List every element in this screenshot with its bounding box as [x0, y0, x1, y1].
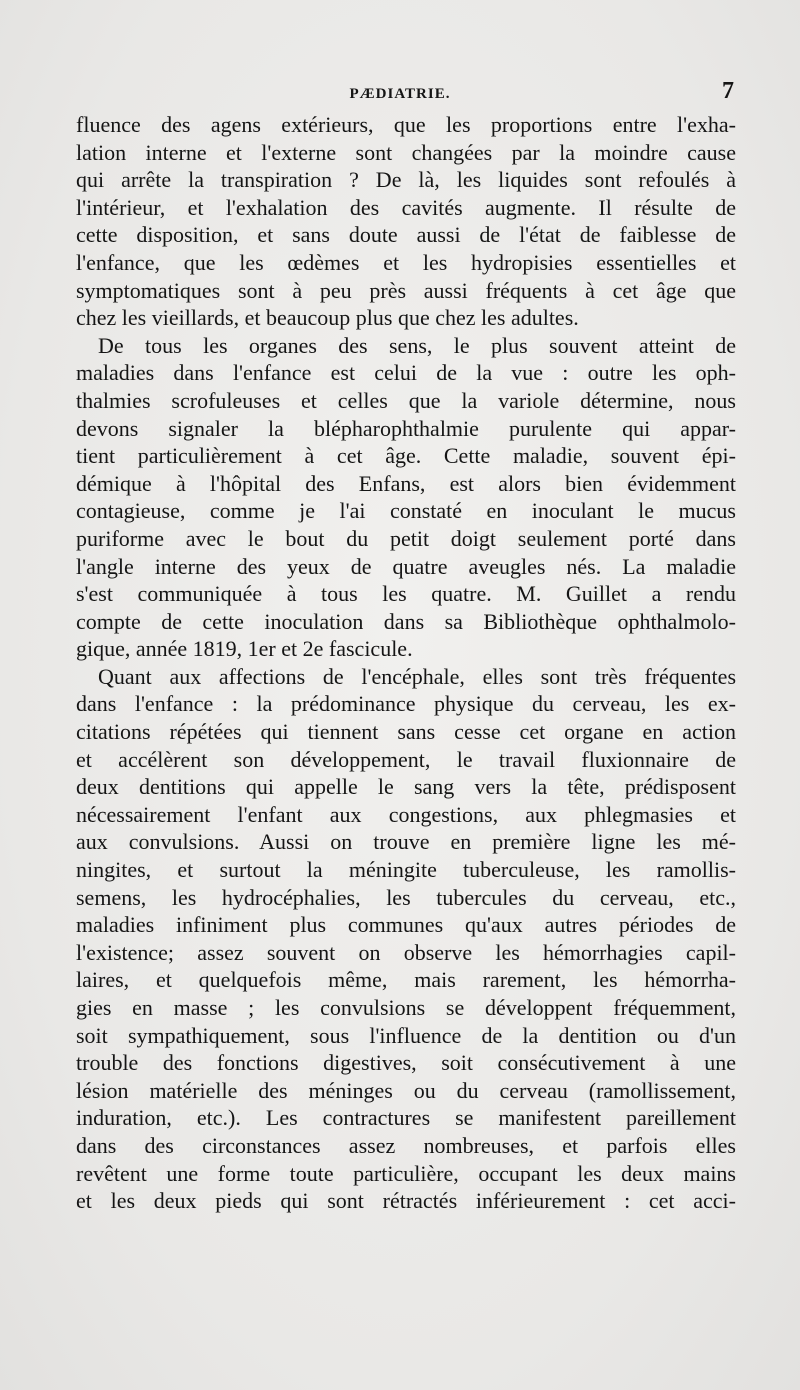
text-line: nécessairement l'enfant aux congestions, aux phlegmasies et: [76, 801, 736, 827]
text-line: revêtent une forme toute particulière, occupant les deux mains: [76, 1160, 736, 1186]
text-line: trouble des fonctions digestives, soit consécutivement à une: [76, 1050, 736, 1076]
body-text: [76, 111, 736, 1215]
text-line: ningites, et surtout la méningite tuberculeuse, les ramollis-: [76, 857, 736, 883]
text-line: gies en masse ; les convulsions se développent fréquemment,: [76, 995, 736, 1020]
text-line: qui arrête la transpiration ? De là, les liquides sont refoulés à: [76, 167, 736, 193]
paragraph: [76, 111, 736, 332]
text-line: démique à l'hôpital des Enfans, est alors bien évidemment: [76, 470, 736, 496]
text-line: puriforme avec le bout du petit doigt seulement porté dans: [76, 525, 736, 551]
text-line: et les deux pieds qui sont rétractés inférieurement : cet acci-: [76, 1188, 736, 1214]
text-line: cette disposition, et sans doute aussi de l'état de faiblesse de: [76, 222, 736, 248]
text-line: soit sympathiquement, sous l'influence de la dentition ou d'un: [76, 1022, 736, 1048]
text-line: fluence des agens extérieurs, que les proportions entre l'exha-: [76, 112, 736, 137]
text-line: maladies dans l'enfance est celui de la vue : outre les oph-: [76, 360, 736, 386]
text-line: lésion matérielle des méninges ou du cerveau (ramollissement,: [76, 1077, 736, 1103]
text-line: aux convulsions. Aussi on trouve en première ligne les mé-: [76, 829, 736, 855]
text-line: l'intérieur, et l'exhalation des cavités augmente. Il résulte de: [76, 194, 736, 220]
paragraph: [76, 332, 736, 663]
text-line: chez les vieillards, et beaucoup plus que chez les adultes.: [76, 305, 579, 331]
text-line: l'enfance, que les œdèmes et les hydropisies essentielles et: [76, 249, 736, 275]
text-line: s'est communiquée à tous les quatre. M. Guillet a rendu: [76, 581, 736, 607]
text-line: citations répétées qui tiennent sans cesse cet organe en action: [76, 719, 736, 745]
text-line: lation interne et l'externe sont changées par la moindre cause: [76, 139, 736, 165]
page-number: 7: [722, 78, 734, 104]
text-line: maladies infiniment plus communes qu'aux autres périodes de: [76, 912, 736, 938]
text-line: induration, etc.). Les contractures se manifestent pareillement: [76, 1105, 736, 1131]
paragraph: [76, 663, 736, 1215]
text-line: l'existence; assez souvent on observe les hémorrhagies capil-: [76, 939, 736, 965]
text-line: De tous les organes des sens, le plus souvent atteint de: [98, 332, 736, 358]
text-line: devons signaler la blépharophthalmie purulente qui appar-: [76, 415, 736, 441]
text-line: gique, année 1819, 1er et 2e fascicule.: [76, 636, 413, 662]
text-line: dans des circonstances assez nombreuses, et parfois elles: [76, 1132, 736, 1158]
text-line: semens, les hydrocéphalies, les tubercules du cerveau, etc.,: [76, 884, 736, 910]
text-line: compte de cette inoculation dans sa Bibliothèque ophthalmolo-: [76, 608, 736, 634]
text-line: laires, et quelquefois même, mais rarement, les hémorrha-: [76, 967, 736, 993]
text-line: thalmies scrofuleuses et celles que la variole détermine, nous: [76, 387, 736, 413]
text-line: tient particulièrement à cet âge. Cette maladie, souvent épi-: [76, 443, 736, 469]
text-line: et accélèrent son développement, le travail fluxionnaire de: [76, 746, 736, 772]
text-line: Quant aux affections de l'encéphale, elles sont très fréquentes: [98, 663, 736, 689]
text-line: symptomatiques sont à peu près aussi fréquents à cet âge que: [76, 277, 736, 303]
text-line: l'angle interne des yeux de quatre aveugles nés. La maladie: [76, 553, 736, 579]
text-line: deux dentitions qui appelle le sang vers la tête, prédisposent: [76, 774, 736, 800]
running-title: PÆDIATRIE.: [349, 86, 451, 102]
text-line: contagieuse, comme je l'ai constaté en inoculant le mucus: [76, 498, 736, 524]
text-line: dans l'enfance : la prédominance physique du cerveau, les ex-: [76, 691, 736, 717]
